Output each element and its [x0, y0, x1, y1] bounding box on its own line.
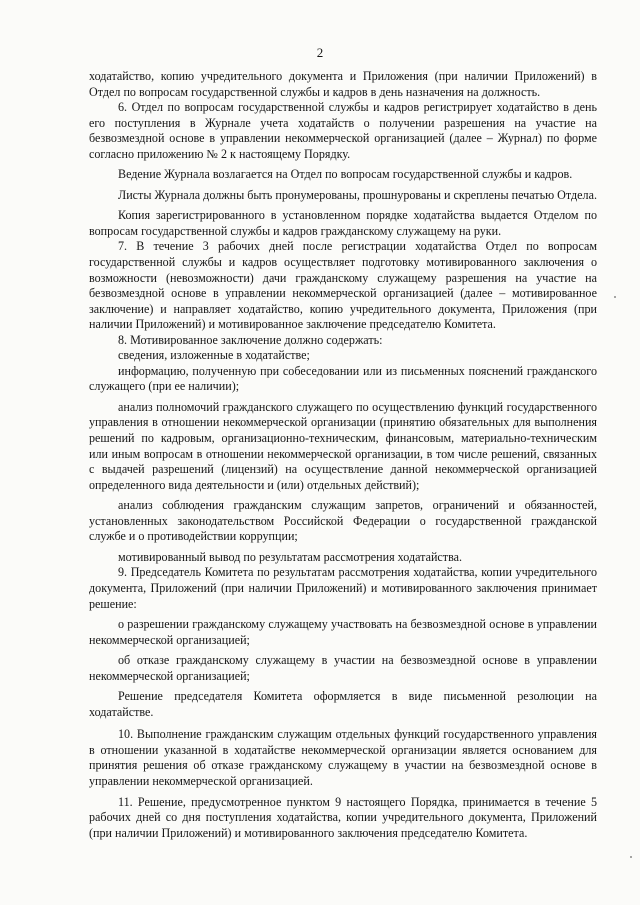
list-item-conclusion: мотивированный вывод по результатам рассмотрения ходатайства. [118, 549, 463, 564]
paragraph-item-9: 9. Председатель Комитета по результатам рассмотрения ходатайства, копии учредительного документа, Приложений (при наличии Приложений) и мотивированного заключения принимает решение: [89, 565, 597, 611]
paragraph-continuation: ходатайство, копию учредительного документа и Приложения (при наличии Приложений) в Отдел по вопросам государственной службы и кадров в день назначения на должность. [89, 69, 597, 99]
paragraph-copy-issue: Копия зарегистрированного в установленном порядке ходатайства выдается Отделом по вопросам государственной службы и кадров гражданскому служащему на руки. [89, 208, 597, 238]
paragraph-item-7: 7. В течение 3 рабочих дней после регистрации ходатайства Отдел по вопросам государственной службы и кадров осуществляет подготовку мотивированного заключения о возможности (невозможности) дачи гражданскому служащему разрешения на участие на безвозмездной основе в управлении некоммерческой организацией (далее – мотивированное заключение) и направляет ходатайство, копию учредительного документа, Приложения (при наличии Приложений) и мотивированное заключение председателю Комитета. [89, 239, 597, 332]
paragraph-item-11: 11. Решение, предусмотренное пунктом 9 настоящего Порядка, принимается в течение 5 рабочих дней со дня поступления ходатайства, копии учредительного документа, Приложений (при наличии Приложений) и мотивированного заключения председателю Комитета. [89, 794, 597, 840]
paragraph-item-8: 8. Мотивированное заключение должно содержать: [118, 332, 383, 347]
document-body [89, 69, 597, 841]
scan-speck [630, 856, 632, 858]
list-item-interview: информацию, полученную при собеседовании или из письменных пояснений гражданского служащего (при ее наличии); [89, 363, 597, 394]
paragraph-item-10: 10. Выполнение гражданским служащим отдельных функций государственного управления в отношении указанной в ходатайстве некоммерческой организации является основанием для принятия решения об отказе гражданскому служащему в участии на безвозмездной основе в управлении некоммерческой организацией. [89, 727, 597, 788]
paragraph-item-6: 6. Отдел по вопросам государственной службы и кадров регистрирует ходатайство в день его поступления в Журнале учета ходатайств о получении разрешения на участие на безвозмездной основе в управлении некоммерческой организацией (далее – Журнал) по форме согласно приложению № 2 к настоящему Порядку. [89, 100, 597, 161]
list-item-information: сведения, изложенные в ходатайстве; [118, 348, 310, 363]
paragraph-journal-keeping: Ведение Журнала возлагается на Отдел по вопросам государственной службы и кадров. [118, 167, 573, 182]
page-number: 2 [316, 45, 324, 60]
list-item-compliance-analysis: анализ соблюдения гражданским служащим запретов, ограничений и обязанностей, установленных законодательством Российской Федерации о государственной гражданской службе и о противодействии коррупции; [89, 498, 597, 544]
paragraph-resolution: Решение председателя Комитета оформляется в виде письменной резолюции на ходатайстве. [89, 689, 597, 719]
decision-option-permit: о разрешении гражданскому служащему участвовать на безвозмездной основе в управлении некоммерческой организацией; [89, 617, 597, 647]
decision-option-refuse: об отказе гражданскому служащему в участии на безвозмездной основе в управлении некоммерческой организацией; [89, 653, 597, 683]
list-item-authority-analysis: анализ полномочий гражданского служащего по осуществлению функций государственного управления в отношении некоммерческой организации (принятию обязательных для выполнения решений по кадровым, организационно-техническим, финансовым, материально-техническим или иным вопросам в отношении некоммерческой организации, в том числе решений, связанных с выдачей разрешений (лицензий) на осуществление данной некоммерческой организацией определенного вида деятельности и (или) отдельных действий); [89, 399, 597, 492]
paragraph-journal-sheets: Листы Журнала должны быть пронумерованы, прошнурованы и скреплены печатью Отдела. [118, 187, 597, 202]
scan-speck [614, 296, 616, 298]
